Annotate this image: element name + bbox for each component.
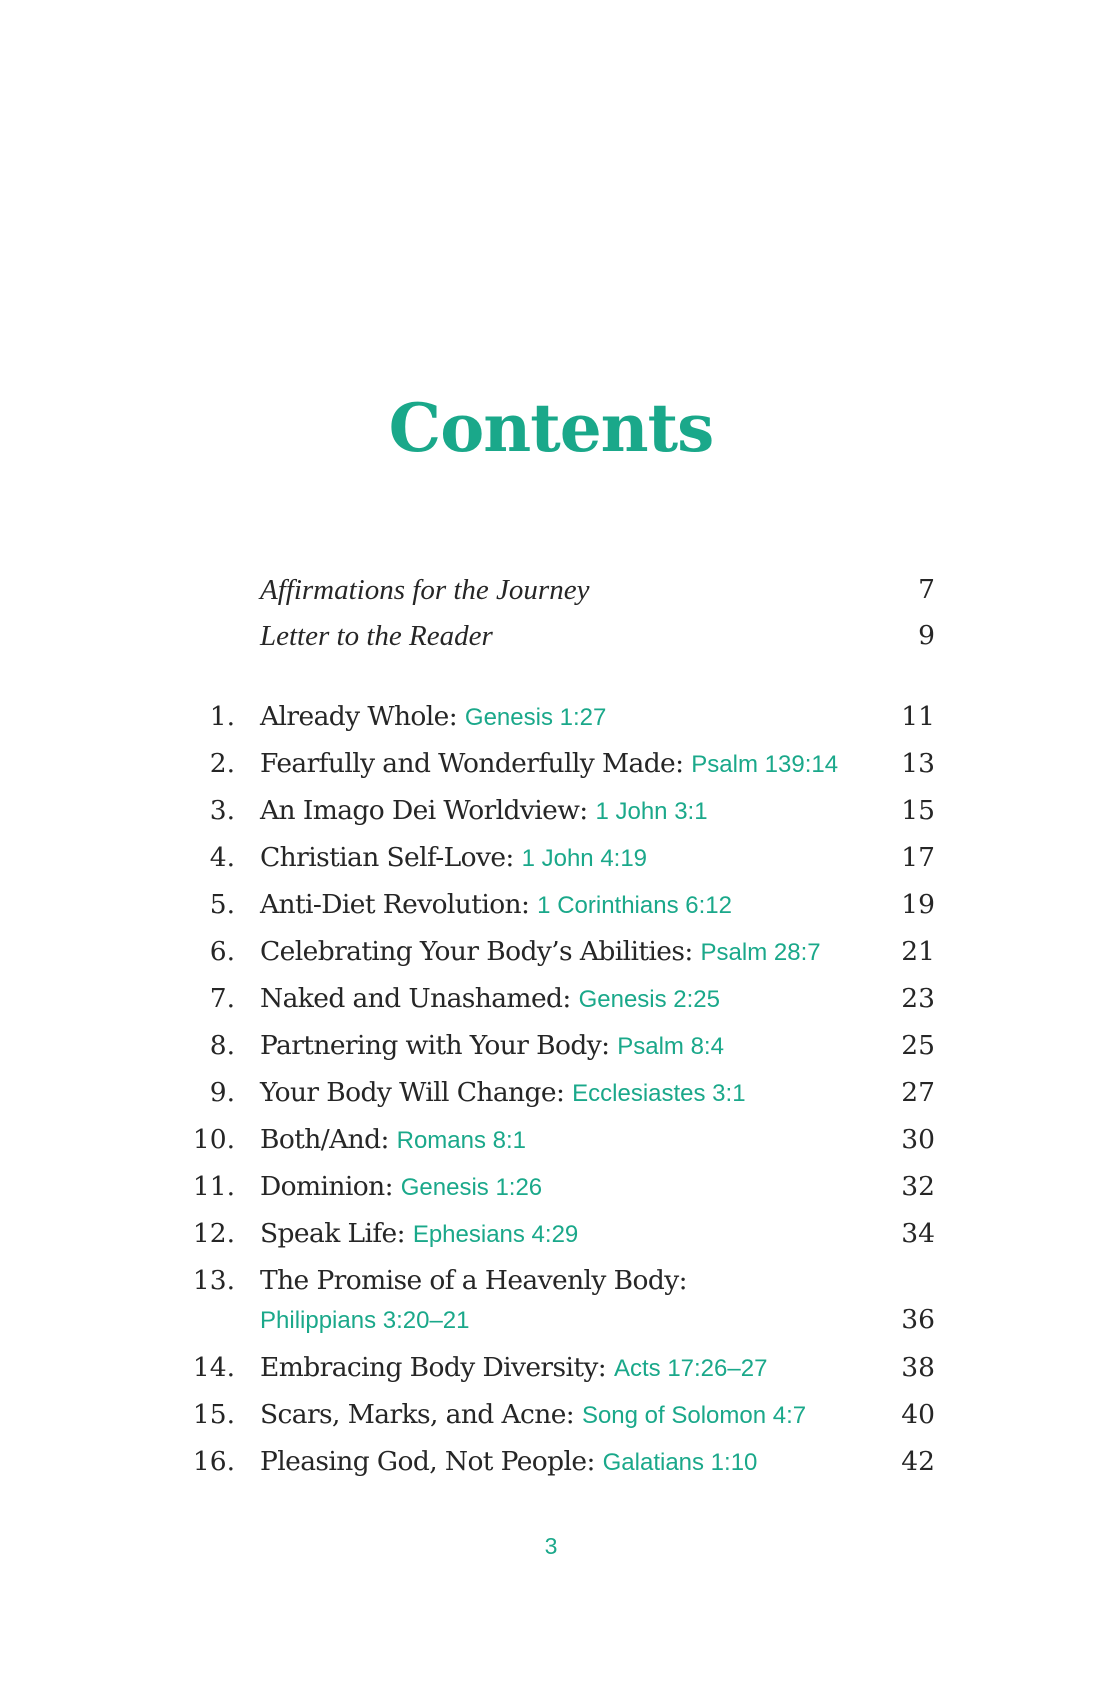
chapter-title: The Promise of a Heavenly Body: (260, 1265, 687, 1296)
toc-front-label: Letter to the Reader (260, 620, 493, 652)
chapter-entry (260, 791, 708, 832)
chapter-title: Speak Life: (260, 1218, 405, 1249)
chapter-number: 12. (192, 1218, 235, 1249)
page-folio: 3 (544, 1533, 558, 1559)
toc-chapter-item (0, 979, 1102, 1019)
page-title: Contents (388, 389, 714, 467)
toc-page-number: 42 (901, 1446, 935, 1477)
scripture-reference: 1 John 4:19 (521, 845, 648, 872)
chapter-title: Both/And: (260, 1124, 389, 1155)
toc-chapter-item (0, 1261, 1102, 1301)
toc-front-item (0, 616, 1102, 656)
chapter-title: Embracing Body Diversity: (260, 1352, 607, 1383)
chapter-entry (260, 1348, 767, 1389)
scripture-reference: Acts 17:26–27 (613, 1355, 768, 1382)
toc-chapter-item (0, 1026, 1102, 1066)
toc-page-number: 40 (901, 1399, 935, 1430)
toc-chapter-item (0, 1073, 1102, 1113)
toc-page-number: 34 (901, 1218, 935, 1249)
chapter-number: 6. (209, 936, 235, 967)
scripture-reference: Psalm 28:7 (700, 939, 821, 966)
toc-chapter-item (0, 1442, 1102, 1482)
chapter-number: 1. (209, 701, 235, 732)
chapter-number: 16. (192, 1446, 235, 1477)
toc-page-number: 36 (901, 1304, 935, 1335)
chapter-entry (260, 1395, 806, 1436)
scripture-reference: 1 John 3:1 (595, 798, 708, 825)
toc-page-number: 25 (901, 1030, 935, 1061)
chapter-title: Partnering with Your Body: (260, 1030, 610, 1061)
chapter-number: 14. (192, 1352, 235, 1383)
chapter-title: Pleasing God, Not People: (260, 1446, 595, 1477)
chapter-number: 13. (192, 1265, 235, 1296)
chapter-number: 9. (209, 1077, 235, 1108)
chapter-entry (260, 697, 606, 738)
chapter-number: 7. (209, 983, 235, 1014)
toc-page-number: 9 (918, 620, 935, 651)
toc-page-number: 21 (901, 936, 935, 967)
chapter-title: Already Whole: (260, 701, 458, 732)
chapter-title: Naked and Unashamed: (260, 983, 571, 1014)
chapter-entry (260, 1442, 757, 1483)
toc-page-number: 15 (901, 795, 935, 826)
toc-front-item (0, 570, 1102, 610)
chapter-number: 4. (209, 842, 235, 873)
scripture-reference: Ephesians 4:29 (412, 1221, 579, 1248)
scripture-reference: Ecclesiastes 3:1 (572, 1080, 746, 1107)
chapter-entry (260, 1120, 526, 1161)
scripture-reference: Romans 8:1 (396, 1127, 527, 1154)
chapter-number: 11. (192, 1171, 235, 1202)
chapter-entry (260, 744, 838, 785)
scripture-reference: Genesis 1:27 (464, 704, 607, 731)
toc-chapter-item (0, 697, 1102, 737)
toc-chapter-item (0, 1348, 1102, 1388)
chapter-title: Anti-Diet Revolution: (260, 889, 530, 920)
chapter-title: Your Body Will Change: (260, 1077, 565, 1108)
chapter-title: An Imago Dei Worldview: (260, 795, 588, 826)
toc-page-number: 23 (901, 983, 935, 1014)
scripture-reference: Song of Solomon 4:7 (581, 1402, 807, 1429)
chapter-title: Celebrating Your Body’s Abilities: (260, 936, 693, 967)
chapter-entry (260, 1026, 724, 1067)
scripture-reference: Genesis 1:26 (400, 1174, 543, 1201)
chapter-entry (260, 979, 720, 1020)
toc-page-number: 19 (901, 889, 935, 920)
toc-chapter-item (0, 885, 1102, 925)
chapter-entry (260, 838, 647, 879)
toc-page-number: 32 (901, 1171, 935, 1202)
toc-chapter-item (0, 791, 1102, 831)
toc-front-label: Affirmations for the Journey (260, 574, 590, 606)
chapter-number: 5. (209, 889, 235, 920)
scripture-reference: Psalm 139:14 (691, 751, 839, 778)
toc-chapter-item (0, 744, 1102, 784)
chapter-entry (260, 1167, 542, 1208)
chapter-number: 8. (209, 1030, 235, 1061)
chapter-entry (260, 1300, 470, 1341)
toc-chapter-item (0, 1167, 1102, 1207)
chapter-title: Christian Self-Love: (260, 842, 514, 873)
toc-chapter-item (0, 838, 1102, 878)
toc-chapter-item (0, 932, 1102, 972)
chapter-entry (260, 932, 821, 973)
chapter-title: Scars, Marks, and Acne: (260, 1399, 575, 1430)
toc-page-number: 13 (901, 748, 935, 779)
toc-page-number: 11 (901, 701, 935, 732)
chapter-number: 15. (192, 1399, 235, 1430)
chapter-number: 10. (192, 1124, 235, 1155)
toc-page-number: 38 (901, 1352, 935, 1383)
toc-chapter-item-continued (0, 1300, 1102, 1340)
toc-chapter-item (0, 1120, 1102, 1160)
scripture-reference: Philippians 3:20–21 (260, 1307, 470, 1334)
chapter-entry (260, 885, 732, 926)
toc-chapter-item (0, 1214, 1102, 1254)
toc-page-number: 30 (901, 1124, 935, 1155)
scripture-reference: Psalm 8:4 (617, 1033, 724, 1060)
chapter-number: 2. (209, 748, 235, 779)
chapter-entry (260, 1214, 578, 1255)
toc-page-number: 27 (901, 1077, 935, 1108)
scripture-reference: 1 Corinthians 6:12 (537, 892, 732, 919)
chapter-entry (260, 1073, 746, 1114)
toc-chapter-item (0, 1395, 1102, 1435)
toc-page-number: 7 (918, 574, 935, 605)
scripture-reference: Genesis 2:25 (578, 986, 720, 1013)
chapter-title: Fearfully and Wonderfully Made: (260, 748, 684, 779)
toc-page-number: 17 (901, 842, 935, 873)
chapter-title: Dominion: (260, 1171, 393, 1202)
chapter-number: 3. (209, 795, 235, 826)
scripture-reference: Galatians 1:10 (602, 1449, 758, 1476)
